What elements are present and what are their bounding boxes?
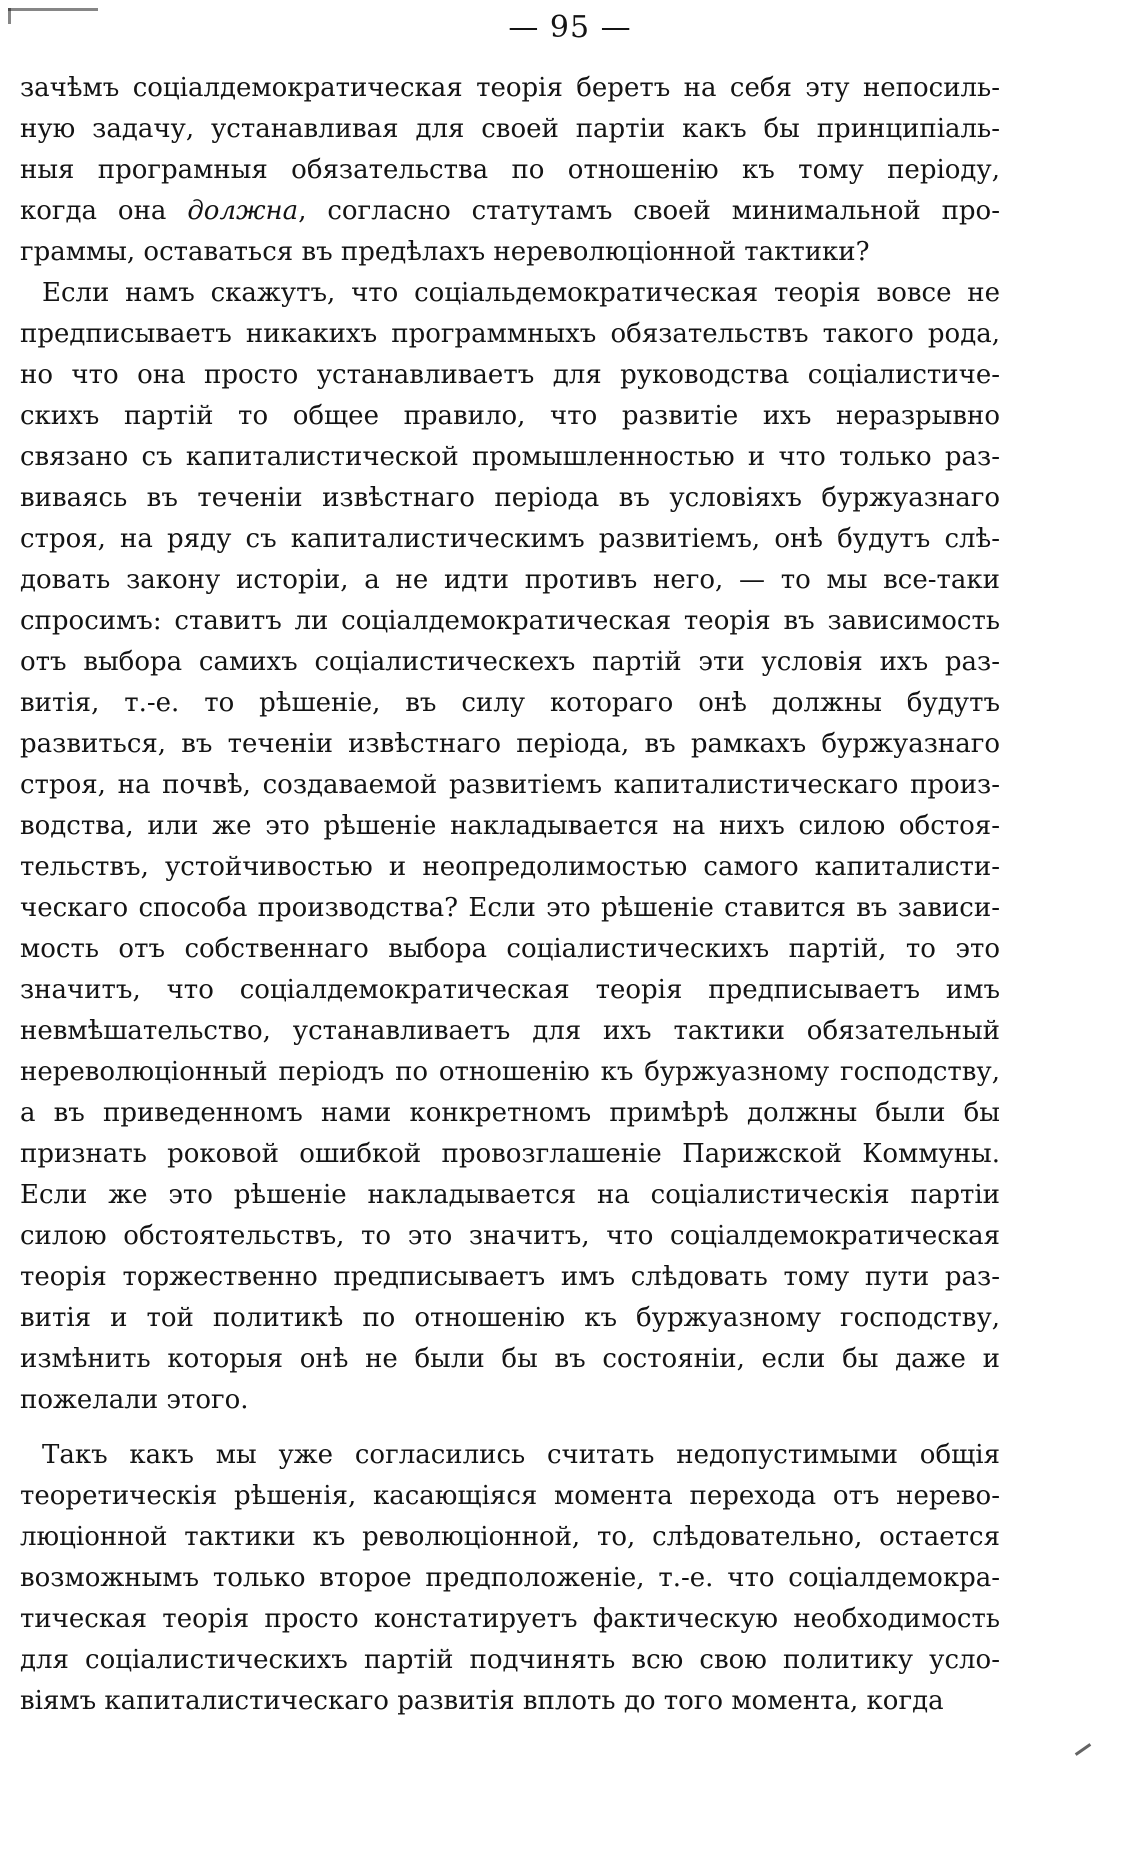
body-text <box>20 68 1000 1722</box>
text-line <box>20 1435 1000 1476</box>
text-segment: невмѣшательство, устанавливаетъ для ихъ тактики обязательный <box>20 1016 1000 1046</box>
text-line <box>20 273 1000 314</box>
text-segment: когда она <box>20 196 188 226</box>
text-line <box>20 1558 1000 1599</box>
text-line <box>20 1681 1000 1722</box>
text-line <box>20 1298 1000 1339</box>
text-segment: пожелали этого. <box>20 1385 249 1415</box>
text-segment: тельствъ, устойчивостью и неопредолимостью самого капиталисти- <box>20 852 1000 882</box>
text-segment: Если намъ скажутъ, что соціальдемократическая теорія вовсе не <box>42 278 1000 308</box>
text-segment: люціонной тактики къ революціонной, то, слѣдовательно, остается <box>20 1522 1000 1552</box>
text-segment: предписываетъ никакихъ программныхъ обязательствъ такого рода, <box>20 319 1000 349</box>
text-segment: а въ приведенномъ нами конкретномъ примѣрѣ должны были бы <box>20 1098 1000 1128</box>
page-number: — 95 — <box>508 10 632 45</box>
text-line <box>20 1134 1000 1175</box>
text-segment: возможнымъ только второе предположеніе, т.-е. что соціалдемокра- <box>20 1563 1000 1593</box>
text-line <box>20 437 1000 478</box>
text-line <box>20 642 1000 683</box>
text-segment: віямъ капиталистическаго развитія вплоть до того момента, когда <box>20 1686 944 1716</box>
text-segment: нереволюціонный періодъ по отношенію къ буржуазному господству, <box>20 1057 1000 1087</box>
text-line <box>20 560 1000 601</box>
text-line <box>20 1175 1000 1216</box>
text-segment: силою обстоятельствъ, то это значитъ, что соціалдемократическая <box>20 1221 1000 1251</box>
text-line <box>20 1093 1000 1134</box>
text-line <box>20 1257 1000 1298</box>
text-segment: Такъ какъ мы уже согласились считать недопустимыми общія <box>42 1440 1000 1470</box>
text-segment: теоретическія рѣшенія, касающіяся момента перехода отъ нерево- <box>20 1481 1000 1511</box>
paragraph <box>20 68 1000 273</box>
scan-mark <box>1075 1743 1091 1756</box>
text-segment: мость отъ собственнаго выбора соціалистическихъ партій, то это <box>20 934 1000 964</box>
emphasis-text: должна <box>187 196 299 226</box>
text-line <box>20 888 1000 929</box>
text-line <box>20 1599 1000 1640</box>
text-segment: довать закону исторіи, а не идти противъ него, — то мы все-таки <box>20 565 1000 595</box>
text-segment: , согласно статутамъ своей минимальной про- <box>298 196 1000 226</box>
text-segment: водства, или же это рѣшеніе накладывается на нихъ силою обстоя- <box>20 811 1000 841</box>
text-line <box>20 970 1000 1011</box>
text-line <box>20 68 1000 109</box>
text-segment: ную задачу, устанавливая для своей партіи какъ бы принципіаль- <box>20 114 1000 144</box>
text-segment: витія и той политикѣ по отношенію къ буржуазному господству, <box>20 1303 1000 1333</box>
text-segment: тическая теорія просто констатируетъ фактическую необходимость <box>20 1604 1000 1634</box>
text-segment: строя, на ряду съ капиталистическимъ развитіемъ, онѣ будутъ слѣ- <box>20 524 1000 554</box>
text-line <box>20 355 1000 396</box>
text-segment: развиться, въ теченіи извѣстнаго періода, въ рамкахъ буржуазнаго <box>20 729 1000 759</box>
text-line <box>20 191 1000 232</box>
text-line <box>20 478 1000 519</box>
text-line <box>20 232 1000 273</box>
text-line <box>20 109 1000 150</box>
text-segment: витія, т.-е. то рѣшеніе, въ силу котораго онѣ должны будутъ <box>20 688 1000 718</box>
text-line <box>20 601 1000 642</box>
text-segment: признать роковой ошибкой провозглашеніе Парижской Коммуны. <box>20 1139 1000 1169</box>
text-segment: граммы, оставаться въ предѣлахъ нереволюціонной тактики? <box>20 237 870 267</box>
text-line <box>20 1640 1000 1681</box>
text-line <box>20 929 1000 970</box>
text-line <box>20 1339 1000 1380</box>
text-segment: строя, на почвѣ, создаваемой развитіемъ капиталистическаго произ- <box>20 770 1000 800</box>
text-segment: скихъ партій то общее правило, что развитіе ихъ неразрывно <box>20 401 1000 431</box>
text-line <box>20 847 1000 888</box>
text-segment: зачѣмъ соціалдемократическая теорія беретъ на себя эту непосиль- <box>20 73 1000 103</box>
text-segment: отъ выбора самихъ соціалистическехъ партій эти условія ихъ раз- <box>20 647 1000 677</box>
text-segment: но что она просто устанавливаетъ для руководства соціалистиче- <box>20 360 1000 390</box>
text-line <box>20 1216 1000 1257</box>
text-line <box>20 519 1000 560</box>
text-line <box>20 724 1000 765</box>
text-line <box>20 1380 1000 1421</box>
text-segment: ныя програмныя обязательства по отношенію къ тому періоду, <box>20 155 1000 185</box>
text-line <box>20 314 1000 355</box>
text-line <box>20 1476 1000 1517</box>
text-line <box>20 765 1000 806</box>
text-line <box>20 1011 1000 1052</box>
text-line <box>20 806 1000 847</box>
text-line <box>20 1052 1000 1093</box>
scan-mark <box>8 8 11 24</box>
text-segment: измѣнить которыя онѣ не были бы въ состояніи, если бы даже и <box>20 1344 1000 1374</box>
text-line <box>20 1517 1000 1558</box>
scan-mark <box>8 8 98 11</box>
text-segment: значитъ, что соціалдемократическая теорія предписываетъ имъ <box>20 975 1000 1005</box>
paragraph <box>20 1435 1000 1722</box>
text-segment: для соціалистическихъ партій подчинять всю свою политику усло- <box>20 1645 1000 1675</box>
text-segment: спросимъ: ставитъ ли соціалдемократическая теорія въ зависимость <box>20 606 1000 636</box>
paragraph <box>20 273 1000 1421</box>
text-line <box>20 396 1000 437</box>
text-segment: связано съ капиталистической промышленностью и что только раз- <box>20 442 1000 472</box>
text-line <box>20 150 1000 191</box>
text-segment: виваясь въ теченіи извѣстнаго періода въ условіяхъ буржуазнаго <box>20 483 1000 513</box>
text-segment: Если же это рѣшеніе накладывается на соціалистическія партіи <box>20 1180 1000 1210</box>
text-line <box>20 683 1000 724</box>
text-segment: ческаго способа производства? Если это рѣшеніе ставится въ зависи- <box>20 893 1000 923</box>
text-segment: теорія торжественно предписываетъ имъ слѣдовать тому пути раз- <box>20 1262 1000 1292</box>
